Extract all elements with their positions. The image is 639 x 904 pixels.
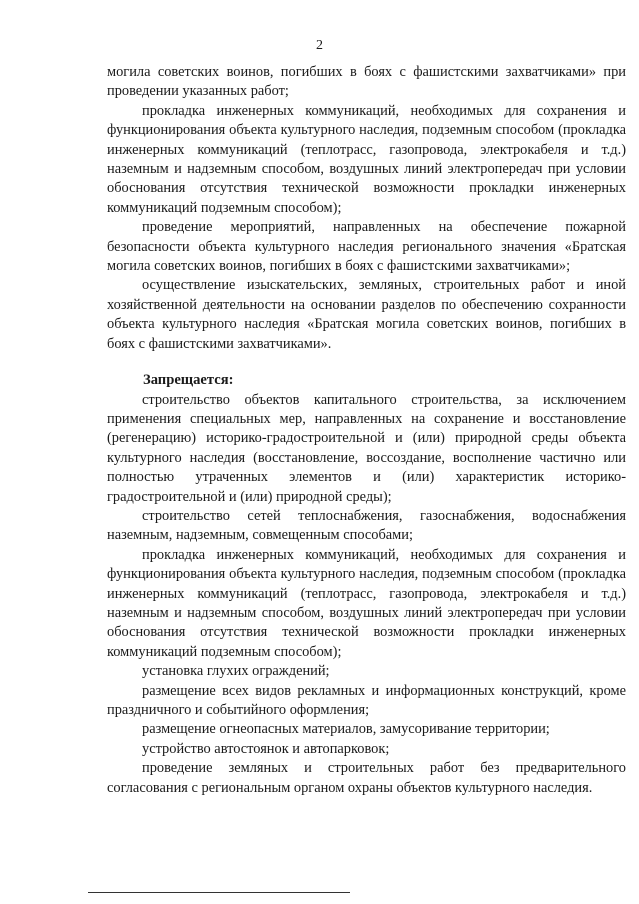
prohibited-item: строительство объектов капитального строительства, за исключением применения специальных мер, направленных на сохранение и восстановление (регенерацию) историко-градостроительной и (или) природной среды объекта культурного наследия (восстановление, воссоздание, восполнение частично или полностью утраченных элементов и (или) характеристик историко-градостроительной и (или) природной среды);	[107, 391, 626, 505]
prohibited-item: прокладка инженерных коммуникаций, необходимых для сохранения и функционирования объекта культурного наследия, подземным способом (прокладка инженерных коммуникаций (теплотрасс, газопровода, электрокабеля и т.д.) наземным и надземным способом, воздушных линий электропередач при условии обоснования отсутствия технической возможности прокладки инженерных коммуникаций подземным способом);	[107, 546, 626, 660]
prohibited-item: строительство сетей теплоснабжения, газоснабжения, водоснабжения наземным, надземным, совмещенным способами;	[107, 507, 626, 544]
paragraph-utility-lines: прокладка инженерных коммуникаций, необходимых для сохранения и функционирования объекта культурного наследия, подземным способом (прокладка инженерных коммуникаций (теплотрасс, газопровода, электрокабеля и т.д.) наземным и надземным способом, воздушных линий электропередач при условии обоснования отсутствия технической возможности прокладки инженерных коммуникаций подземным способом);	[107, 102, 626, 216]
prohibited-item: установка глухих ограждений;	[142, 663, 330, 680]
prohibited-heading: Запрещается:	[143, 372, 234, 389]
prohibited-item: проведение земляных и строительных работ без предварительного согласования с региональным органом охраны объектов культурного наследия.	[107, 760, 626, 796]
prohibited-item: устройство автостоянок и автопарковок;	[142, 740, 390, 757]
prohibited-item: размещение огнеопасных материалов, замусоривание территории;	[142, 721, 550, 738]
footer-divider	[88, 892, 350, 893]
paragraph-fire-safety: проведение мероприятий, направленных на обеспечение пожарной безопасности объекта культурного наследия регионального значения «Братская могила советских воинов, погибших в боях с фашистскими захватчиками»;	[107, 219, 626, 275]
prohibited-item: размещение всех видов рекламных и информационных конструкций, кроме праздничного и событийного оформления;	[107, 682, 626, 718]
paragraph-continuation: могила советских воинов, погибших в боях с фашистскими захватчиками» при проведении указанных работ;	[107, 64, 626, 100]
paragraph-survey-works: осуществление изыскательских, земляных, строительных работ и иной хозяйственной деятельности на основании разделов по обеспечению сохранности объекта культурного наследия «Братская могила советских воинов, погибших в боях с фашистскими захватчиками».	[107, 277, 626, 352]
document-body	[107, 63, 626, 798]
page-number: 2	[316, 38, 323, 53]
